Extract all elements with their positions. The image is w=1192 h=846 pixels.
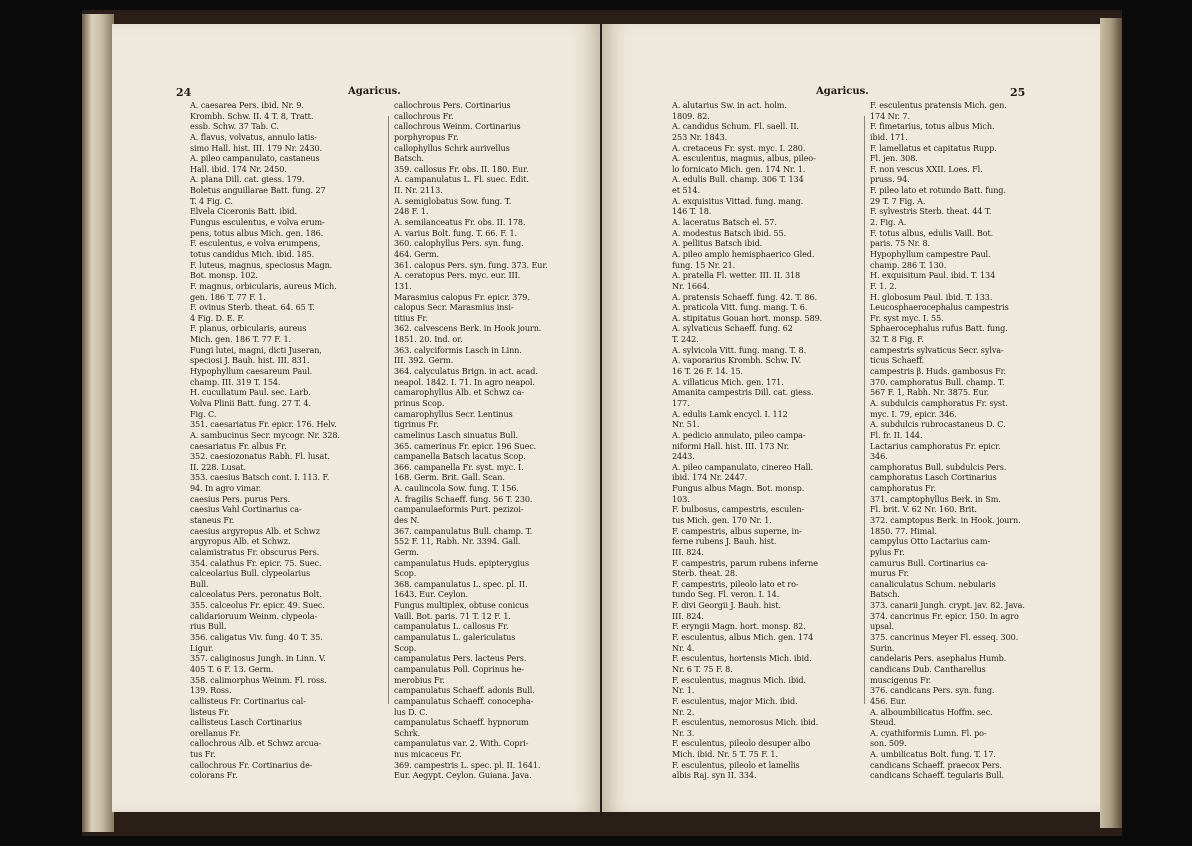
text-line: 375. cancrinus Meyer Fl. esseq. 300. xyxy=(870,632,1019,643)
left-page xyxy=(112,24,600,812)
text-line: paris. 75 Nr. 8. xyxy=(870,238,930,249)
text-line: caesariatus Fr. albus Fr. xyxy=(190,440,287,451)
text-line: F. divi Georgii J. Bauh. hist. xyxy=(672,600,781,611)
text-line: 405 T. 6 F. 13. Germ. xyxy=(190,663,274,674)
text-line: F. ovinus Sterb. theat. 64. 65 T. xyxy=(190,302,315,313)
text-line: pens, totus albus Mich. gen. 186. xyxy=(190,227,324,238)
text-line: A. flavus, volvatus, annulo latis- xyxy=(190,131,317,142)
text-line: candelaris Pers. asephalus Humb. xyxy=(870,653,1007,664)
text-line: F. esculentus, magnus Mich. ibid. xyxy=(672,674,806,685)
text-line: fung. 15 Nr. 21. xyxy=(672,259,736,270)
book xyxy=(82,10,1122,836)
text-line: A. esculentus, magnus, albus, pileo- xyxy=(672,153,816,164)
text-line: son. 509. xyxy=(870,738,907,749)
text-line: ticus Schaeff. xyxy=(870,355,925,366)
text-line: campanulatus Poll. Coprinus he- xyxy=(394,663,524,674)
text-line: Schrk. xyxy=(394,727,421,738)
text-line: 371. camptophyllus Berk. in Sm. xyxy=(870,493,1001,504)
column-rule xyxy=(864,116,865,704)
text-line: F. non vescus XXII. Loes. Fl. xyxy=(870,163,983,174)
text-line: F. lamellatus et capitatus Rupp. xyxy=(870,142,997,153)
text-line: colorans Fr. xyxy=(190,770,238,781)
text-line: F. esculentus, e volva erumpens, xyxy=(190,238,321,249)
text-line: campanulatus var. 2. With. Copri- xyxy=(394,738,529,749)
text-line: Sterb. theat. 28. xyxy=(672,568,738,579)
text-column-1 xyxy=(672,100,872,781)
text-line: candicans Schaeff. praecox Pers. xyxy=(870,759,1002,770)
text-line: A. pileo campanulato, cinereo Hall. xyxy=(672,461,814,472)
text-line: 103. xyxy=(672,493,690,504)
text-line: calidarioruum Weinm. clypeola- xyxy=(190,610,318,621)
text-line: A. sambucinus Secr. mycogr. Nr. 328. xyxy=(190,429,340,440)
text-line: A. subdulcis rubrocastaneus D. C. xyxy=(870,419,1006,430)
text-line: Fr. syst myc. I. 55. xyxy=(870,312,944,323)
text-line: campanulatus Schaeff. conocepha- xyxy=(394,695,534,706)
text-line: callochrous Weinm. Cortinarius xyxy=(394,121,521,132)
text-line: F. esculentus, nemorosus Mich. ibid. xyxy=(672,717,819,728)
text-line: Nr. 3. xyxy=(672,727,695,738)
text-line: upsal. xyxy=(870,621,894,632)
text-line: A. umbilicatus Bolt. fung. T. 17. xyxy=(870,749,996,760)
text-line: Batsch. xyxy=(394,153,424,164)
text-line: Fungus esculentus, e volva erum- xyxy=(190,217,325,228)
text-line: 346. xyxy=(870,451,888,462)
text-line: camarophyllus Secr. Lentinus xyxy=(394,408,513,419)
text-line: myc. I. 79, epicr. 346. xyxy=(870,408,957,419)
text-line: Bot. monsp. 102. xyxy=(190,270,258,281)
text-line: Hypophyllum caesareum Paul. xyxy=(190,366,313,377)
right-page xyxy=(602,24,1100,812)
text-line: Bull. xyxy=(190,578,209,589)
text-line: F. esculentus pratensis Mich. gen. xyxy=(870,100,1007,110)
text-line: 357. caliginosus Jungh. in Linn. V. xyxy=(190,653,326,664)
text-line: campanulaeformis Purt. pezizoi- xyxy=(394,504,524,515)
running-header: Agaricus. xyxy=(348,86,401,97)
text-line: A. exquisitus Vittad. fung. mang. xyxy=(672,195,804,206)
text-line: 351. caesariatus Fr. epicr. 176. Helv. xyxy=(190,419,337,430)
text-line: tigrinus Fr. xyxy=(394,419,439,430)
text-line: Nr. 4. xyxy=(672,642,695,653)
text-line: 1850. 77. Himal. xyxy=(870,525,937,536)
text-line: 356. caligatus Viv. fung. 40 T. 35. xyxy=(190,632,323,643)
text-line: Nr. 51. xyxy=(672,419,700,430)
text-line: F. esculentus, albus Mich. gen. 174 xyxy=(672,632,814,643)
text-line: A. sylvicola Vitt. fung. mang. T. 8. xyxy=(672,344,807,355)
text-line: Ligur. xyxy=(190,642,214,653)
text-line: F. esculentus, pileolo et lamellis xyxy=(672,759,800,770)
text-line: A. alboumbilicatus Hoffm. sec. xyxy=(870,706,993,717)
text-line: A. alutarius Sw. in act. holm. xyxy=(672,100,787,110)
text-line: 32 T. 8 Fig. F. xyxy=(870,334,924,345)
text-line: Lactarius camphoratus Fr. epicr. xyxy=(870,440,1001,451)
text-line: argyropus Alb. et Schwz. xyxy=(190,536,291,547)
text-line: A. caesarea Pers. ibid. Nr. 9. xyxy=(190,100,304,110)
text-line: 248 F. 1. xyxy=(394,206,429,217)
text-line: F. luteus, magnus, speciosus Magn. xyxy=(190,259,333,270)
text-line: 365. camerinus Fr. epicr. 196 Suec. xyxy=(394,440,537,451)
text-line: muscigenus Fr. xyxy=(870,674,932,685)
text-line: 367. campanulatus Bull. champ. T. xyxy=(394,525,533,536)
text-line: neapol. 1842. I. 71. In agro neapol. xyxy=(394,376,535,387)
text-line: 373. canarii Jungh. crypt. jav. 82. Java. xyxy=(870,600,1025,611)
text-line: des N. xyxy=(394,514,420,525)
text-line: 366. campanella Fr. syst. myc. I. xyxy=(394,461,524,472)
text-line: pruss. 94. xyxy=(870,174,910,185)
text-line: 360. calophyllus Pers. syn. fung. xyxy=(394,238,524,249)
text-line: Leucosphaerocephalus campestris xyxy=(870,302,1009,313)
text-line: 362. calvescens Berk. in Hook journ. xyxy=(394,323,542,334)
text-line: Scop. xyxy=(394,642,417,653)
text-line: Mich. gen. 186 T. 77 F. 1. xyxy=(190,334,291,345)
text-line: Sphaerocephalus rufus Batt. fung. xyxy=(870,323,1008,334)
text-line: 253 Nr. 1843. xyxy=(672,131,728,142)
text-line: champ. 286 T. 130. xyxy=(870,259,947,270)
text-line: 376. candicans Pers. syn. fung. xyxy=(870,685,995,696)
text-line: 352. caesiozonatus Rabh. Fl. lusat. xyxy=(190,451,330,462)
text-line: A. pellitus Batsch ibid. xyxy=(672,238,763,249)
text-line: tundo Seg. Fl. veron. I. 14. xyxy=(672,589,780,600)
text-line: 4 Fig. D. E. F. xyxy=(190,312,245,323)
text-line: A. pedicio annulato, pileo campa- xyxy=(672,429,806,440)
page-edges xyxy=(1100,18,1122,828)
text-line: Fl. fr. II. 144. xyxy=(870,429,923,440)
text-line: F. esculentus, hortensis Mich. ibid. xyxy=(672,653,812,664)
text-line: 374. cancrinus Fr. epicr. 150. In agro xyxy=(870,610,1019,621)
text-line: caesius argyropus Alb. et Schwz xyxy=(190,525,320,536)
text-line: F. magnus, orbicularis, aureus Mich. xyxy=(190,280,337,291)
text-line: campanulatus Schaeff. hypnorum xyxy=(394,717,529,728)
text-line: campanulatus L. callosus Fr. xyxy=(394,621,509,632)
text-line: caesius Vahl Cortinarius ca- xyxy=(190,504,302,515)
text-line: campestris β. Huds. gambosus Fr. xyxy=(870,366,1006,377)
text-line: F. sylvestris Sterb. theat. 44 T. xyxy=(870,206,992,217)
text-line: Germ. xyxy=(394,546,419,557)
text-line: Steud. xyxy=(870,717,896,728)
text-line: simo Hall. hist. III. 179 Nr. 2430. xyxy=(190,142,323,153)
text-line: Nr. 1664. xyxy=(672,280,710,291)
text-line: A. pileo amplo hemisphaerico Gled. xyxy=(672,248,815,259)
text-line: A. praticola Vitt. fung. mang. T. 6. xyxy=(672,302,808,313)
text-line: canaliculatus Schum. nebularis xyxy=(870,578,996,589)
text-line: 94. In agro vimar. xyxy=(190,483,262,494)
text-line: F. planus, orbicularis, aureus xyxy=(190,323,307,334)
text-line: 552 F. 11, Rabh. Nr. 3394. Gall. xyxy=(394,536,521,547)
text-column-2 xyxy=(394,100,594,781)
text-line: II. 228. Lusat. xyxy=(190,461,247,472)
text-line: calceolatus Pers. peronatus Bolt. xyxy=(190,589,322,600)
text-line: Fig. C. xyxy=(190,408,217,419)
text-line: nus micaceus Fr. xyxy=(394,749,462,760)
text-line: II. Nr. 2113. xyxy=(394,185,443,196)
text-line: camphoratus Bull. subdulcis Pers. xyxy=(870,461,1007,472)
text-line: porphyropus Fr. xyxy=(394,131,459,142)
text-line: F. esculentus, major Mich. ibid. xyxy=(672,695,798,706)
text-line: 355. calceolus Fr. epicr. 49. Suec. xyxy=(190,600,325,611)
text-line: A. edulis Bull. champ. 306 T. 134 xyxy=(672,174,804,185)
text-line: A. fragilis Schaeff. fung. 56 T. 230. xyxy=(394,493,533,504)
text-line: T. 4 Fig. C. xyxy=(190,195,233,206)
text-line: Volva Plinii Batt. fung. 27 T. 4. xyxy=(190,397,311,408)
text-line: 29 T. 7 Fig. A. xyxy=(870,195,926,206)
text-line: Fungus albus Magn. Bot. monsp. xyxy=(672,483,805,494)
text-line: 370. camphoratus Bull. champ. T. xyxy=(870,376,1005,387)
text-line: staneus Fr. xyxy=(190,514,235,525)
text-line: rius Bull. xyxy=(190,621,227,632)
text-line: et 514. xyxy=(672,185,700,196)
text-line: Nr. 1. xyxy=(672,685,695,696)
text-line: 359. callosus Fr. obs. II. 180. Eur. xyxy=(394,163,529,174)
text-line: III. 392. Germ. xyxy=(394,355,454,366)
text-line: totus candidus Mich. ibid. 185. xyxy=(190,248,315,259)
text-line: ibid. 174 Nr. 2447. xyxy=(672,472,748,483)
text-line: camelinus Lasch sinuatus Bull. xyxy=(394,429,518,440)
text-line: A. vaporarius Krombh. Schw. IV. xyxy=(672,355,802,366)
text-line: A. semilanceatus Fr. obs. II. 178. xyxy=(394,217,526,228)
text-line: A. semiglobatus Sow. fung. T. xyxy=(394,195,512,206)
text-line: Boletus anguillarae Batt. fung. 27 xyxy=(190,185,326,196)
text-line: 353. caesius Batsch cont. I. 113. F. xyxy=(190,472,330,483)
text-line: campanulatus Schaeff. adonis Bull. xyxy=(394,685,535,696)
text-line: F. bulbosus, campestris, esculen- xyxy=(672,504,805,515)
text-line: F. esculentus, pileolo desuper albo xyxy=(672,738,811,749)
text-line: A. varius Bolt. fung. T. 66. F. 1. xyxy=(394,227,517,238)
text-line: Eur. Aegypt. Ceylon. Guiana. Java. xyxy=(394,770,532,781)
text-line: candicans Schaeff. tegularis Bull. xyxy=(870,770,1004,781)
text-line: Nr. 2. xyxy=(672,706,695,717)
text-line: callisteus Fr. Cortinarius cal- xyxy=(190,695,306,706)
text-line: campestris sylvaticus Secr. sylva- xyxy=(870,344,1004,355)
text-line: Vaill. Bot. paris. 71 T. 12 F. 1. xyxy=(394,610,511,621)
text-line: A. pileo campanulato, castaneus xyxy=(190,153,320,164)
text-line: prinus Scop. xyxy=(394,397,445,408)
text-line: F. fimetarius, totus albus Mich. xyxy=(870,121,995,132)
column-rule xyxy=(388,116,389,704)
text-line: lus D. C. xyxy=(394,706,428,717)
text-line: callochrous Fr. xyxy=(394,110,454,121)
text-line: Mich. ibid. Nr. 5 T. 75 F. 1. xyxy=(672,749,778,760)
text-line: ibid. 171. xyxy=(870,131,908,142)
text-line: candicans Dub. Cantharellus xyxy=(870,663,986,674)
text-line: campanulatus Pers. lacteus Pers. xyxy=(394,653,527,664)
text-line: 131. xyxy=(394,280,412,291)
text-line: caesius Pers. purus Pers. xyxy=(190,493,291,504)
text-line: A. subdulcis camphoratus Fr. syst. xyxy=(870,397,1008,408)
text-line: listeus Fr. xyxy=(190,706,230,717)
running-header: Agaricus. xyxy=(816,86,869,97)
text-line: callochrous Alb. et Schwz arcua- xyxy=(190,738,322,749)
text-line: Elvela Ciceronis Batt. ibid. xyxy=(190,206,297,217)
text-line: 372. camptopus Berk. in Hook. journ. xyxy=(870,514,1021,525)
text-line: F. pileo lato et rotundo Batt. fung. xyxy=(870,185,1006,196)
text-line: essb. Schw. 37 Tab. C. xyxy=(190,121,279,132)
text-line: Hall. ibid. 174 Nr. 2450. xyxy=(190,163,287,174)
text-line: 1643. Eur. Ceylon. xyxy=(394,589,468,600)
text-line: Fungi lutei, magni, dicti Juseran, xyxy=(190,344,322,355)
text-line: 361. calopus Pers. syn. fung. 373. Eur. xyxy=(394,259,548,270)
text-line: 168. Germ. Brit. Gall. Scan. xyxy=(394,472,505,483)
text-line: Batsch. xyxy=(870,589,900,600)
text-line: A. modestus Batsch ibid. 55. xyxy=(672,227,787,238)
text-line: A. ceratopus Pers. myc. eur. III. xyxy=(394,270,521,281)
text-line: F. campestris, parum rubens inferne xyxy=(672,557,818,568)
text-line: F. 1. 2. xyxy=(870,280,897,291)
text-line: 364. calyculatus Brign. in act. acad. xyxy=(394,366,538,377)
text-line: merobius Fr. xyxy=(394,674,445,685)
text-line: 2443. xyxy=(672,451,695,462)
text-line: Nr. 6 T. 75 F. 8. xyxy=(672,663,733,674)
text-line: callochrous Fr. Cortinarius de- xyxy=(190,759,313,770)
text-line: III. 824. xyxy=(672,546,704,557)
text-line: speciosi J. Bauh. hist. III. 831. xyxy=(190,355,310,366)
text-line: 354. calathus Fr. epicr. 75. Suec. xyxy=(190,557,322,568)
text-line: Marasmius calopus Fr. epicr. 379. xyxy=(394,291,530,302)
text-line: camphoratus Lasch Cortinarius xyxy=(870,472,997,483)
text-line: calamistratus Fr. obscurus Pers. xyxy=(190,546,320,557)
text-line: H. exquisitum Paul. ibid. T. 134 xyxy=(870,270,996,281)
text-line: Hypophyllum campestre Paul. xyxy=(870,248,991,259)
text-line: tus Mich. gen. 170 Nr. 1. xyxy=(672,514,772,525)
text-line: A. villaticus Mich. gen. 171. xyxy=(672,376,784,387)
text-line: calopus Secr. Marasmius insi- xyxy=(394,302,514,313)
text-line: A. cretaceus Fr. syst. myc. I. 280. xyxy=(672,142,806,153)
text-line: A. candidus Schum. Fl. saell. II. xyxy=(672,121,799,132)
text-line: Fl. brit. V. 62 Nr. 160. Brit. xyxy=(870,504,977,515)
text-column-1 xyxy=(190,100,390,781)
text-line: A. pratensis Schaeff. fung. 42. T. 86. xyxy=(672,291,817,302)
text-line: campanulatus Huds. epipterygius xyxy=(394,557,530,568)
text-line: A. campanulatus L. Fl. suec. Edit. xyxy=(394,174,529,185)
text-line: A. edulis Lamk encycl. I. 112 xyxy=(672,408,788,419)
text-line: H. cucullatum Paul. sec. Larb. xyxy=(190,387,311,398)
text-line: 567 F. 1, Rabh. Nr. 3875. Eur. xyxy=(870,387,990,398)
text-line: camurus Bull. Cortinarius ca- xyxy=(870,557,988,568)
text-line: F. campestris, pileolo lato et ro- xyxy=(672,578,799,589)
text-line: callisteus Lasch Cortinarius xyxy=(190,717,302,728)
text-line: A. caulincola Sow. fung. T. 156. xyxy=(394,483,519,494)
text-line: A. pratella Fl. wetter. III. II. 318 xyxy=(672,270,801,281)
page-number: 24 xyxy=(176,86,192,99)
text-line: F. eryngii Magn. hort. monsp. 82. xyxy=(672,621,806,632)
text-line: A. stipitatus Gouan hort. monsp. 589. xyxy=(672,312,823,323)
text-line: callophyllus Schrk aurivellus xyxy=(394,142,510,153)
text-line: Krombh. Schw. II. 4 T. 8, Tratt. xyxy=(190,110,314,121)
text-line: campanulatus L. galericulatus xyxy=(394,632,516,643)
text-line: F. totus albus, edulis Vaill. Bot. xyxy=(870,227,994,238)
text-line: camarophyllus Alb. et Schwz ca- xyxy=(394,387,525,398)
text-line: camphoratus Fr. xyxy=(870,483,936,494)
text-line: calceolarius Bull. clypeolarius xyxy=(190,568,311,579)
text-line: 2. Fig. A. xyxy=(870,217,907,228)
text-line: gen. 186 T. 77 F. 1. xyxy=(190,291,266,302)
text-line: F. campestris, albus superne, in- xyxy=(672,525,802,536)
text-line: A. laceratus Batsch el. 57. xyxy=(672,217,777,228)
text-line: Fl. jen. 308. xyxy=(870,153,918,164)
text-line: callochrous Pers. Cortinarius xyxy=(394,100,511,110)
text-line: ferne rubens J. Bauh. hist. xyxy=(672,536,777,547)
text-line: Scop. xyxy=(394,568,417,579)
text-line: 456. Eur. xyxy=(870,695,907,706)
text-line: Fungus multiplex, obtuse conicus xyxy=(394,600,529,611)
text-line: A. plana Dill. cat. giess. 179. xyxy=(190,174,305,185)
text-line: 16 T. 26 F. 14. 15. xyxy=(672,366,744,377)
text-line: 363. calyciformis Lasch in Linn. xyxy=(394,344,522,355)
text-line: 358. calimorphus Weinm. Fl. ross. xyxy=(190,674,327,685)
page-number: 25 xyxy=(1010,86,1026,99)
text-line: orellanus Fr. xyxy=(190,727,241,738)
text-line: Amanita campestris Dill. cat. giess. xyxy=(672,387,814,398)
text-line: A. cyathiformis Lumn. Fl. po- xyxy=(870,727,987,738)
text-line: 1809. 82. xyxy=(672,110,710,121)
text-line: campanella Batsch lacatus Scop. xyxy=(394,451,526,462)
text-line: III. 824. xyxy=(672,610,704,621)
text-line: H. globosum Paul. ibid. T. 133. xyxy=(870,291,993,302)
text-line: 368. campanulatus L. spec. pl. II. xyxy=(394,578,528,589)
book-spine xyxy=(82,14,114,832)
text-line: 1851. 20. Ind. or. xyxy=(394,334,463,345)
text-line: 174 Nr. 7. xyxy=(870,110,910,121)
text-line: Surin. xyxy=(870,642,895,653)
text-line: pylus Fr. xyxy=(870,546,905,557)
text-column-2 xyxy=(870,100,1070,781)
text-line: 139. Ross. xyxy=(190,685,232,696)
text-line: 464. Germ. xyxy=(394,248,439,259)
text-line: campylus Otto Lactarius cam- xyxy=(870,536,991,547)
text-line: murus Fr. xyxy=(870,568,909,579)
text-line: albis Raj. syn II. 334. xyxy=(672,770,757,781)
text-line: titius Fr. xyxy=(394,312,428,323)
text-line: lo fornicato Mich. gen. 174 Nr. 1. xyxy=(672,163,806,174)
text-line: 177. xyxy=(672,397,690,408)
text-line: 369. campestris L. spec. pl. II. 1641. xyxy=(394,759,541,770)
text-line: niformi Hall. hist. III. 173 Nr. xyxy=(672,440,790,451)
text-line: 146 T. 18. xyxy=(672,206,712,217)
text-line: T. 242. xyxy=(672,334,699,345)
text-line: A. sylvaticus Schaeff. fung. 62 xyxy=(672,323,793,334)
text-line: tus Fr. xyxy=(190,749,216,760)
text-line: champ. III. 319 T. 154. xyxy=(190,376,281,387)
